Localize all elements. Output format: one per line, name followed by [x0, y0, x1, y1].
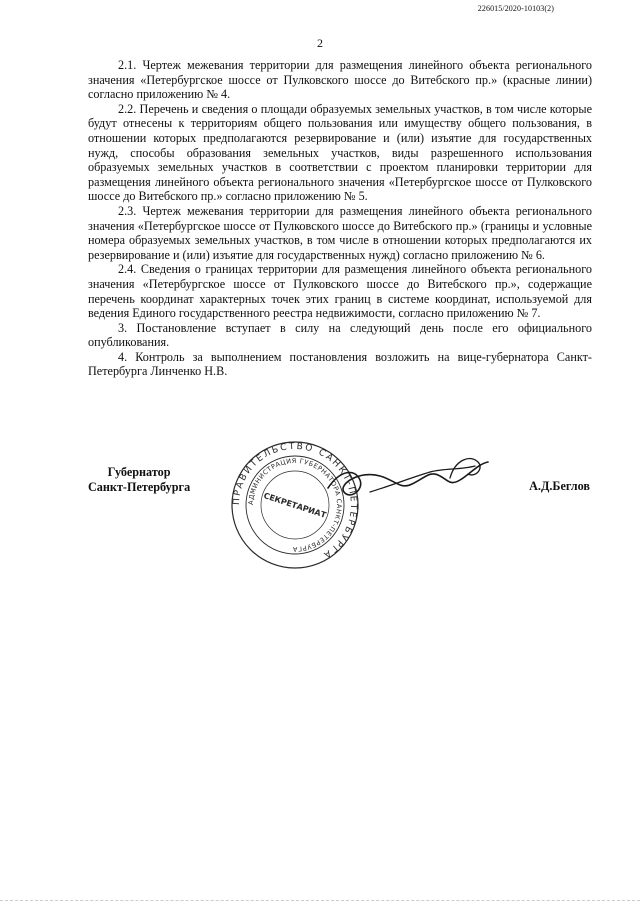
paragraph-4: 4. Контроль за выполнением постановления возложить на вице-губернатора Санкт-Петербурга Линченко Н.В. [88, 349, 592, 379]
signatory-title [88, 465, 190, 495]
paragraph-2-3: 2.3. Чертеж межевания территории для размещения линейного объекта регионального значения «Петербургское шоссе от Пулковского шоссе до Витебского пр.» (границы и условные номера образуемых земельных участков, в том числе в отношении которых предполагаются их резервирование и (или) изъятие для государственных нужд) согласно приложению № 6. [88, 203, 592, 262]
page-bottom-edge [0, 900, 640, 902]
signatory-name: А.Д.Беглов [529, 479, 590, 493]
seal-center-text: СЕКРЕТАРИАТ [262, 491, 328, 520]
signatory-title-line1: Губернатор [107, 465, 171, 479]
page-number: 2 [317, 36, 323, 50]
seal-inner-text: АДМИНИСТРАЦИЯ ГУБЕРНАТОРА САНКТ-ПЕТЕРБУРГА [246, 456, 344, 554]
document-body [88, 58, 592, 379]
paragraph-2-4: 2.4. Сведения о границах территории для размещения линейного объекта регионального значения «Петербургское шоссе от Пулковского шоссе до Витебского пр.», содержащие перечень координат характерных точек этих границ в системе координат, используемой для ведения Единого государственного реестра недвижимости, согласно приложению № 7. [88, 262, 592, 321]
signatory-title-line2: Санкт-Петербурга [88, 480, 191, 494]
paragraph-2-1: 2.1. Чертеж межевания территории для размещения линейного объекта регионального значения «Петербургское шоссе от Пулковского шоссе до Витебского пр.» (красные линии) согласно приложению № 4. [88, 58, 592, 102]
document-registration-number: 226015/2020-10103(2) [477, 4, 554, 13]
paragraph-3: 3. Постановление вступает в силу на следующий день после его официального опубликования. [88, 320, 592, 350]
paragraph-2-2: 2.2. Перечень и сведения о площади образуемых земельных участков, в том числе которые будут отнесены к территориям общего пользования или имуществу общего пользования, в отношении которых предполагаются резервирование и (или) изъятие для государственных нужд, способы образования земельных участков, виды разрешенного использования образуемых земельных участков в соответствии с проектом планировки территории для размещения линейного объекта регионального значения «Петербургское шоссе от Пулковского шоссе до Витебского пр.» согласно приложению № 5. [88, 101, 592, 204]
handwritten-signature [300, 440, 500, 520]
seal-outer-text: ПРАВИТЕЛЬСТВО САНКТ-ПЕТЕРБУРГА [231, 441, 359, 561]
